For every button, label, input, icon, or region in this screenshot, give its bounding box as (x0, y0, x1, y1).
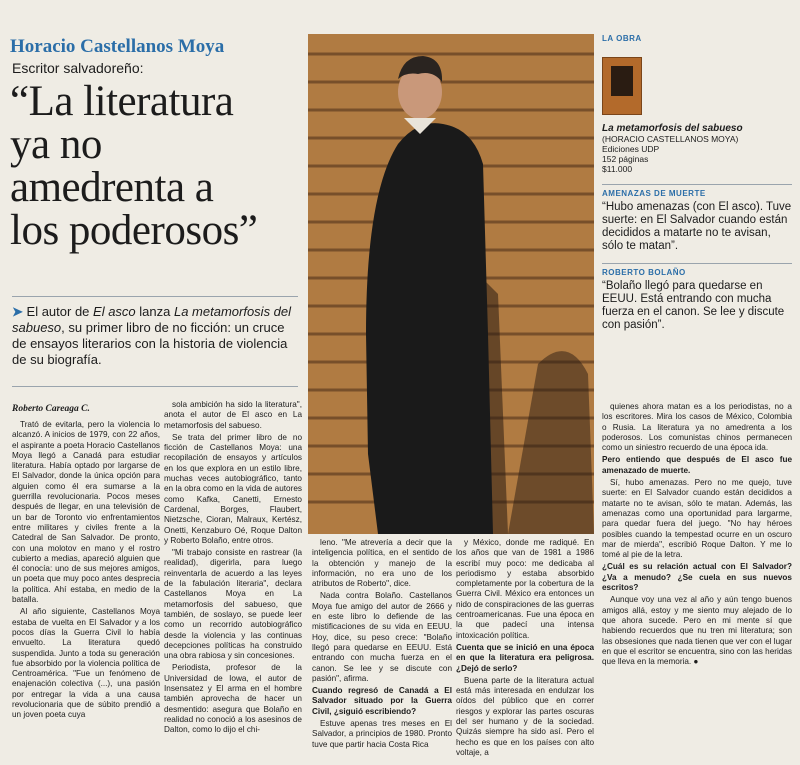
headline-line: los poderosos” (10, 207, 258, 254)
lead-text: , su primer libro de no ficción: un cruce de ensayos literarios con la historia de violencia de su biografía. (12, 320, 288, 367)
question: ¿Cuál es su relación actual con El Salvador? ¿Va a menudo? ¿Se cuela en sus nuevos escritos? (602, 562, 792, 593)
sidebar-rule (602, 184, 792, 185)
question: Cuenta que se inició en una época en que la literatura era peligrosa. ¿Dejó de serlo? (456, 642, 594, 673)
paragraph: Nada contra Bolaño. Castellanos Moya fue amigo del autor de 2666 y en este libro lo defiende de las mistificaciones de su vida en EEUU. Hoy, dice, su peso crece: "Bolaño llegó para quedarse en EEUU. Está entrando con mucha fuerza en el canon. Se lee y se discute con pasión", afirma. (312, 591, 452, 683)
paragraph: sola ambición ha sido la literatura", anota el autor de El asco en La metamorfosis del sabueso. (164, 400, 302, 430)
book-price: $11.000 (602, 164, 633, 174)
paragraph: Sí, hubo amenazas. Pero no me quejo, tuve suerte: en El Salvador cuando están decididos a matarte no te avisan, sólo te matan. Además, las amenazas como una oportunidad para largarme, para quedar fuera del juego. "No hay héroes posibles cuando la tempestad ocurre en un oscuro mar de mierda", escribió Roque Dalton. Y me lo tomé al pie de la letra. (602, 478, 792, 560)
paragraph: Periodista, profesor de la Universidad de Iowa, el autor de Insensatez y El arma en el hombre también aprovecha de hacer un desmentido: asegura que Bolaño en realidad no conoció a los asesinos de Dalton, como lo dijo el chi- (164, 663, 302, 735)
lead-paragraph (12, 304, 297, 368)
book-pages: 152 páginas (602, 154, 649, 164)
paragraph: Buena parte de la literatura actual está más interesada en endulzar los oídos del público que en correr riesgos y explorar las partes oscuras del ser humano y de la sociedad. Quizás siempre ha sido así. Pero el hecho es que en los países con alto voltaje, a (456, 675, 594, 757)
lead-bottom-rule (12, 386, 298, 387)
bolano-quote: “Bolaño llegó para quedarse en EEUU. Está entrando con mucha fuerza en el canon. Se lee y discute con pasión”. (602, 280, 785, 331)
paragraph: leno. "Me atrevería a decir que la inteligencia política, en el sentido de la obtención y manejo de la información, no era uno de los atributos de Roberto", dice. (312, 538, 452, 589)
column-1 (12, 420, 160, 760)
paragraph: quienes ahora matan es a los periodistas, no a los escritores. Mira los casos de México, Colombia o Rusia. La literatura ya no amedrenta a los poderosos. Los comunistas chinos permanecen como un siniestro recuerdo de una época ida. (602, 402, 792, 453)
column-4 (456, 538, 594, 760)
sidebar-rule (602, 263, 792, 264)
paragraph: Estuve apenas tres meses en El Salvador, a principios de 1980. Pronto tuve que partir hacia Costa Rica (312, 719, 452, 749)
paragraph: Trató de evitarla, pero la violencia lo alcanzó. A inicios de 1979, con 22 años, el aspirante a poeta Horacio Castellanos Moya llegó a Canadá para estudiar literatura. Había optado por largarse de El Salvador, donde la única opción para alguien como él era sumarse a la guerrilla revolucionaria. Pocos meses después de llegar, en una televisión de un bar de Toronto vio enfrentamientos entre militares y civiles frente a la Catedral de San Salvador. De pronto, con una molotov en mano y el rostro cubierto a medias, apareció alguien que él conocía: uno de sus mejores amigos, un poeta que muy poco antes desprecia la política. Ahí estaba, en medio de la batalla. (12, 420, 160, 605)
threats-quote: “Hubo amenazas (con El asco). Tuve suerte: en El Salvador cuando están decididos a matarte no te avisan, sólo te matan”. (602, 201, 792, 252)
paragraph: y México, donde me radiqué. En los años que van de 1981 a 1986 escribí muy poco: me dedicaba al periodismo y estaba absorbido completamente por la cobertura de la Guerra Civil. México era entonces un nido de conspiraciones de las guerras centroamericanas. Fue una época en la que padecí una intensa intoxicación política. (456, 538, 594, 640)
lead-em: El asco (93, 304, 136, 319)
book-publisher: Ediciones UDP (602, 144, 660, 154)
photo-illustration (308, 34, 594, 534)
headline-line: ya no (10, 121, 102, 168)
book-cover-image (611, 66, 633, 96)
headline-line: “La literatura (10, 78, 234, 125)
byline: Roberto Careaga C. (12, 404, 90, 414)
arrow-icon: ➤ (12, 304, 23, 319)
headline (10, 80, 310, 252)
headline-line: amedrenta a (10, 164, 214, 211)
column-5 (602, 402, 792, 760)
paragraph: Se trata del primer libro de no ficción de Castellanos Moya: una recopilación de ensayos y artículos en los que explora en un estilo libre, muchas veces autobiográfico, tanto en la obra como en la vida de autores como Kafka, Canetti, Ernesto Cardenal, Borges, Flaubert, Nietzsche, Cioran, Malraux, Kertész, Onetti, Kenzaburo Oé, Roque Dalton y Roberto Bolaño, entre otros. (164, 432, 302, 545)
question: Pero entiendo que después de El asco fue amenazado de muerte. (602, 455, 792, 475)
sidebar (602, 34, 792, 332)
book-author: (HORACIO CASTELLANOS MOYA) (602, 134, 739, 144)
paragraph: Aunque voy una vez al año y aún tengo buenos amigos allá, estoy y me siento muy alejado de lo que ahora sucede. Pero en mi mente sí que habiendo recuerdos que nu tren mi literatura; son las obsesiones que nada tienen que ver con el lugar en que el escritor se encuentra, sino con las heridas que lleva en la memoria. ● (602, 595, 792, 667)
lead-em: La metamorfosis del sabueso (12, 304, 292, 335)
book-cover (602, 57, 642, 115)
question: Cuando regresó de Canadá a El Salvador situado por la Guerra Civil, ¿siguió escribiendo? (312, 686, 452, 716)
author-photo (308, 34, 594, 534)
paragraph: "Mi trabajo consiste en rastrear (la realidad), digerirla, para luego reinventarla de acuerdo a las leyes de la fabulación literaria", declara Castellanos Moya en La metamorfosis del sabueso, que también, de soslayo, se puede leer como un recorrido autobiográfico desde la violencia y las continuas decepciones políticas ha construido una obra rabiosa y sin concesiones. (164, 548, 302, 661)
book-label: LA OBRA (602, 34, 642, 43)
lead-top-rule (12, 296, 298, 297)
lead-text: El autor de (26, 304, 94, 319)
threats-label: AMENAZAS DE MUERTE (602, 189, 706, 198)
subtitle: Escritor salvadoreño: (12, 60, 144, 76)
book-title: La metamorfosis del sabueso (602, 123, 743, 134)
column-2 (164, 400, 302, 760)
author-name: Horacio Castellanos Moya (10, 36, 225, 57)
paragraph: Al año siguiente, Castellanos Moya estaba de vuelta en El Salvador y a los pocos días la Guerra Civil lo había envuelto. La literatura quedó suspendida. Junto a toda su generación fue absorbido por la violencia política de Centroamérica. "Fue un fenómeno de enajenación colectiva (...), una pasión por entregar la vida a una causa revolucionaria que de súbito prendió a un joven poeta cuya (12, 607, 160, 720)
column-3 (312, 538, 452, 760)
bolano-label: ROBERTO BOLAÑO (602, 268, 686, 277)
lead-text: lanza (135, 304, 174, 319)
